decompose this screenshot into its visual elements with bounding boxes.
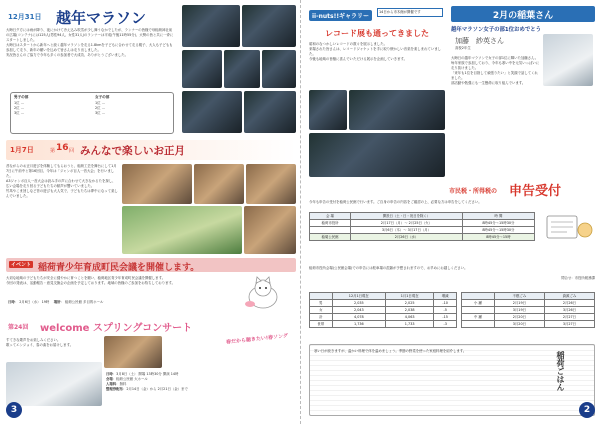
right-page bbox=[300, 0, 600, 424]
youth-time-row: 日時： 2月6日（水） 19時 場所： 稲荷公民館 多目的ホール bbox=[8, 300, 104, 304]
table-cell: 3月26日 bbox=[544, 307, 594, 314]
concert-title-block bbox=[6, 318, 236, 336]
table-cell bbox=[462, 307, 495, 314]
table-cell: 2,025 bbox=[385, 300, 433, 307]
tax-table bbox=[309, 212, 535, 241]
tax-head-dates: 開設日（土・日・祝日を除く） bbox=[351, 213, 463, 220]
shogatsu-photo-1 bbox=[122, 164, 192, 204]
table-cell: 3月19日 bbox=[494, 307, 544, 314]
tax-contact: 問合せ：市役所税務課 bbox=[561, 276, 595, 280]
pop-head-1: 12月1日現在 bbox=[332, 293, 385, 300]
concert-place-label: 会場 bbox=[106, 377, 113, 381]
table-row bbox=[310, 307, 457, 314]
record-photo-2 bbox=[349, 90, 445, 130]
shogatsu-badge: 第 bbox=[50, 148, 56, 154]
tax-title-small: 市民税・所得税の bbox=[449, 188, 498, 195]
table-cell: 小 瀬 bbox=[462, 300, 495, 307]
youth-title: 稲荷青少年育成町民会議を開催します。 bbox=[38, 262, 200, 273]
column-title: 稲荷ごはん bbox=[556, 351, 565, 391]
table-cell: 2月27日 bbox=[544, 314, 594, 321]
marathon-date: 12月31日 bbox=[8, 13, 42, 21]
trash-header bbox=[462, 293, 595, 300]
marathon-photo-4 bbox=[224, 50, 260, 88]
marathon-title-block bbox=[6, 5, 176, 27]
tax-table-header bbox=[310, 213, 535, 220]
table-cell: 中 瀬 bbox=[462, 314, 495, 321]
inari-sub: 越年マラソン女子の部1位おめでとう bbox=[451, 27, 542, 33]
cat-illustration bbox=[240, 276, 286, 310]
table-cell: 2,043 bbox=[332, 307, 385, 314]
concert-ticket: 2月14日（金）から 2月21日（金）まで bbox=[126, 387, 188, 391]
youth-place-label: 場所 bbox=[53, 300, 61, 304]
table-cell: 2月20日 bbox=[494, 314, 544, 321]
population-header bbox=[310, 293, 457, 300]
marathon-photo-5 bbox=[262, 50, 296, 88]
record-title: レコード展も通ってきました bbox=[325, 29, 429, 38]
table-cell: 1,736 bbox=[332, 321, 385, 328]
trash-table bbox=[461, 292, 595, 328]
concert-title: welcome スプリングコンサート bbox=[40, 323, 193, 334]
table-row bbox=[462, 300, 595, 307]
table-cell: 2月17日（月）～ 2月25日（火） bbox=[351, 220, 463, 227]
table-cell: 2月19日 bbox=[494, 300, 544, 307]
youth-time-label: 日時 bbox=[8, 300, 15, 304]
trash-head-0 bbox=[462, 293, 495, 300]
tax-title-big: 申告受付 bbox=[509, 184, 562, 199]
trash-head-2: 資源ごみ bbox=[544, 293, 594, 300]
table-cell: 8時45分～15時30分 bbox=[462, 227, 534, 234]
concert-note: 春だから聴きたい!春ソング bbox=[225, 333, 289, 346]
concert-place-row: 会場：稲荷公民館 大ホール bbox=[106, 377, 148, 381]
table-row bbox=[310, 227, 535, 234]
table-cell: -10 bbox=[434, 300, 457, 307]
table-cell: 3月6日（木）～ 3月17日（月） bbox=[351, 227, 463, 234]
table-cell: 3月20日 bbox=[494, 321, 544, 328]
table-cell: 2月26日 bbox=[544, 300, 594, 307]
table-cell: 世帯 bbox=[310, 321, 333, 328]
table-cell: 男 bbox=[310, 300, 333, 307]
concert-ticket-label: 整理券配布 bbox=[106, 387, 123, 391]
table-cell: 計 bbox=[310, 314, 333, 321]
table-row bbox=[462, 321, 595, 328]
page-number-right: 2 bbox=[579, 402, 595, 418]
concert-fee: 無料 bbox=[119, 382, 127, 386]
table-cell: -5 bbox=[434, 307, 457, 314]
concert-details bbox=[106, 372, 298, 414]
inari-name: 加藤 紗英さん bbox=[455, 37, 504, 45]
marathon-results bbox=[10, 92, 174, 134]
pop-head-2: 1月1日現在 bbox=[385, 293, 433, 300]
table-row bbox=[310, 220, 535, 227]
column-body: 寒い日が続きますが、温かい料理で体を温めましょう。季節の野菜を使った家庭料理を紹介します。 bbox=[314, 349, 467, 353]
table-row bbox=[310, 234, 535, 241]
record-body: 昭和のなつかしいレコードの数々を展示しました。 来場された皆さんは、レコードジャケットを手に取り懐かしい音楽を楽しまれていました。 今後も地域の皆様に喜んでいただける展示を企画していきます。 bbox=[309, 42, 441, 61]
table-cell: 8時45分～15時 bbox=[462, 234, 534, 241]
table-cell: 2,038 bbox=[385, 307, 433, 314]
concert-ticket-row: 整理券配布：2月14日（金）から 2月21日（金）まで bbox=[106, 387, 188, 391]
igallery-header bbox=[309, 6, 445, 24]
marathon-photo-3 bbox=[182, 50, 222, 88]
concert-body: すてきな歌声をお楽しみください。 歌ってエンジョイ、春の曲をお届けします。 bbox=[6, 338, 74, 347]
tax-title-block bbox=[451, 180, 599, 200]
pop-head-0 bbox=[310, 293, 333, 300]
inari-title-bar bbox=[451, 6, 595, 22]
concert-photo-2 bbox=[6, 362, 102, 406]
table-cell: 稲葉公民館 bbox=[310, 234, 351, 241]
marathon-body: 大晦日夕方には雨が降り、夜にかけて冷え込み吹雪が少し舞うなかでしたが、ランナーの皆様で母稲荷神社前の広場(コンテナ)には125人(男性94人、女性31人)のランナーは平成(午後11時55分)、大勢の皆と共に一斉にスタートしました。 大晦日はスタートから新年へと続く越年マラソンを走る1.8kmを子どもに合わせて走る親子、大人も子どもも参加して走り、新年の願いを込めて皆さんは走り出しました。 実況皆さんのご協力で今年も多くの参加者で大成功、ありがとうございました。 bbox=[6, 28, 174, 57]
table-cell bbox=[462, 321, 495, 328]
population-table bbox=[309, 292, 457, 328]
shogatsu-body: 昔ながらのお正月遊びを体験してもらおうと、稲荷工芸を舞台にして1月7日に午前中と第16回目、今年は「ジャンボ百人一首大会」を行いました。 A3ジャンボ百人一首大会は読み手の声に合わせて大きなかるたを探し、広い会場を走り回る子どもたちの歓声が響いていました。 竹馬やこま回しなど昔の遊びも大人気で、子どもたちは夢中になって楽しんでいました。 bbox=[6, 164, 118, 198]
tax-intro: 今年も申告の受付を稲荷公民館で行います。ご自身の申告の内容をご確認の上、必要な方は申告をしてください。 bbox=[309, 200, 482, 204]
table-cell: 3月27日 bbox=[544, 321, 594, 328]
table-cell bbox=[310, 227, 351, 234]
table-cell: 1,733 bbox=[385, 321, 433, 328]
women-results: 1位 ... 2位 ... 3位 ... bbox=[95, 101, 105, 115]
men-head: 男子の部 bbox=[14, 95, 29, 99]
table-row bbox=[310, 300, 457, 307]
table-cell: 女 bbox=[310, 307, 333, 314]
youth-time: 2月6日（水） 19時 bbox=[19, 300, 50, 304]
shogatsu-date: 1月7日 bbox=[10, 146, 34, 154]
table-cell: 4,078 bbox=[332, 314, 385, 321]
shogatsu-title: みんなで楽しいお正月 bbox=[80, 145, 185, 157]
concert-date-label: 日時 bbox=[106, 372, 113, 376]
tax-head-venue: 会 場 bbox=[310, 213, 351, 220]
table-row bbox=[310, 321, 457, 328]
concert-fee-row: 入場料：無料 bbox=[106, 382, 127, 386]
tax-note: 稲荷市役所会場(公民館会場)での申告には駐車場の混雑が予想されますので、お早めにお越しください。 bbox=[309, 266, 468, 270]
shogatsu-badge2: 回 bbox=[69, 148, 75, 154]
youth-place: 稲荷公民館 多目的ホール bbox=[65, 300, 104, 304]
trash-head-1: 不燃ごみ bbox=[494, 293, 544, 300]
inari-photo bbox=[543, 34, 593, 86]
page-number-left: 3 bbox=[6, 402, 22, 418]
shogatsu-banner bbox=[6, 140, 296, 160]
concert-date-row: 日時：3月8日（土） 開場 13時30分 開演 14時 bbox=[106, 372, 179, 376]
table-row bbox=[462, 307, 595, 314]
table-cell: 稲荷市役所 bbox=[310, 220, 351, 227]
marathon-title: 越年マラソン bbox=[56, 9, 147, 27]
table-cell: 2月26日（水） bbox=[351, 234, 463, 241]
column-box bbox=[309, 344, 595, 416]
tax-head-time: 時 間 bbox=[462, 213, 534, 220]
table-cell: 2,035 bbox=[332, 300, 385, 307]
table-cell: 8時45分～15時30分 bbox=[462, 220, 534, 227]
concert-fee-label: 入場料 bbox=[106, 382, 117, 386]
shogatsu-photo-5 bbox=[244, 206, 296, 254]
inari-grade: 高校2年生 bbox=[455, 46, 471, 50]
concert-place: 稲荷公民館 大ホール bbox=[116, 377, 148, 381]
tax-illustration bbox=[541, 212, 595, 242]
table-cell: -3 bbox=[434, 321, 457, 328]
shogatsu-num: 16 bbox=[56, 143, 69, 153]
record-photo-1 bbox=[309, 90, 347, 130]
table-cell: -15 bbox=[434, 314, 457, 321]
shogatsu-photo-3 bbox=[246, 164, 296, 204]
concert-num: 第24回 bbox=[8, 324, 29, 331]
table-cell: 4,063 bbox=[385, 314, 433, 321]
men-results: 1位 ... 2位 ... 3位 ... bbox=[14, 101, 24, 115]
youth-banner bbox=[6, 258, 296, 272]
marathon-photo-6 bbox=[182, 91, 242, 133]
marathon-photo-2 bbox=[242, 5, 296, 47]
table-row bbox=[462, 314, 595, 321]
pop-head-3: 増減 bbox=[434, 293, 457, 300]
marathon-photo-7 bbox=[244, 91, 296, 133]
concert-date: 3月8日（土） 開場 13時30分 開演 14時 bbox=[116, 372, 179, 376]
shogatsu-photo-2 bbox=[194, 164, 244, 204]
inari-title: 2月の稲葉さん bbox=[492, 11, 554, 21]
youth-body: 大切な地域の子どもたちが安全に健やかに育つことを願い、稲荷地区青少年育成町民会議を開催します。 今回の発表は、活動報告・意見交換会の企画を予定しております。地域の皆様のご参加をお待ちしております。 bbox=[6, 276, 175, 285]
inari-body: 大晦日の越年マラソンで女子の部1位に輝いた加藤さん。 毎年家族で参加しており、今年も寒い中を元気いっぱいに走り抜けました。 「来年も1位を目指して頑張りたい」と笑顔で話してくれました。 部活動や勉強にも一生懸命に取り組んでいます。 bbox=[451, 56, 540, 85]
table-row bbox=[310, 314, 457, 321]
record-photo-3 bbox=[309, 133, 445, 177]
concert-photo-1 bbox=[104, 336, 162, 368]
igallery-title: ii-nuts!!ギャラリー bbox=[309, 10, 372, 21]
youth-tag: イベント bbox=[11, 262, 32, 268]
marathon-photo-1 bbox=[182, 5, 240, 47]
women-head: 女子の部 bbox=[95, 95, 110, 99]
shogatsu-photo-4 bbox=[122, 206, 242, 254]
igallery-sub: 14日から市木館が開催です bbox=[377, 8, 443, 17]
